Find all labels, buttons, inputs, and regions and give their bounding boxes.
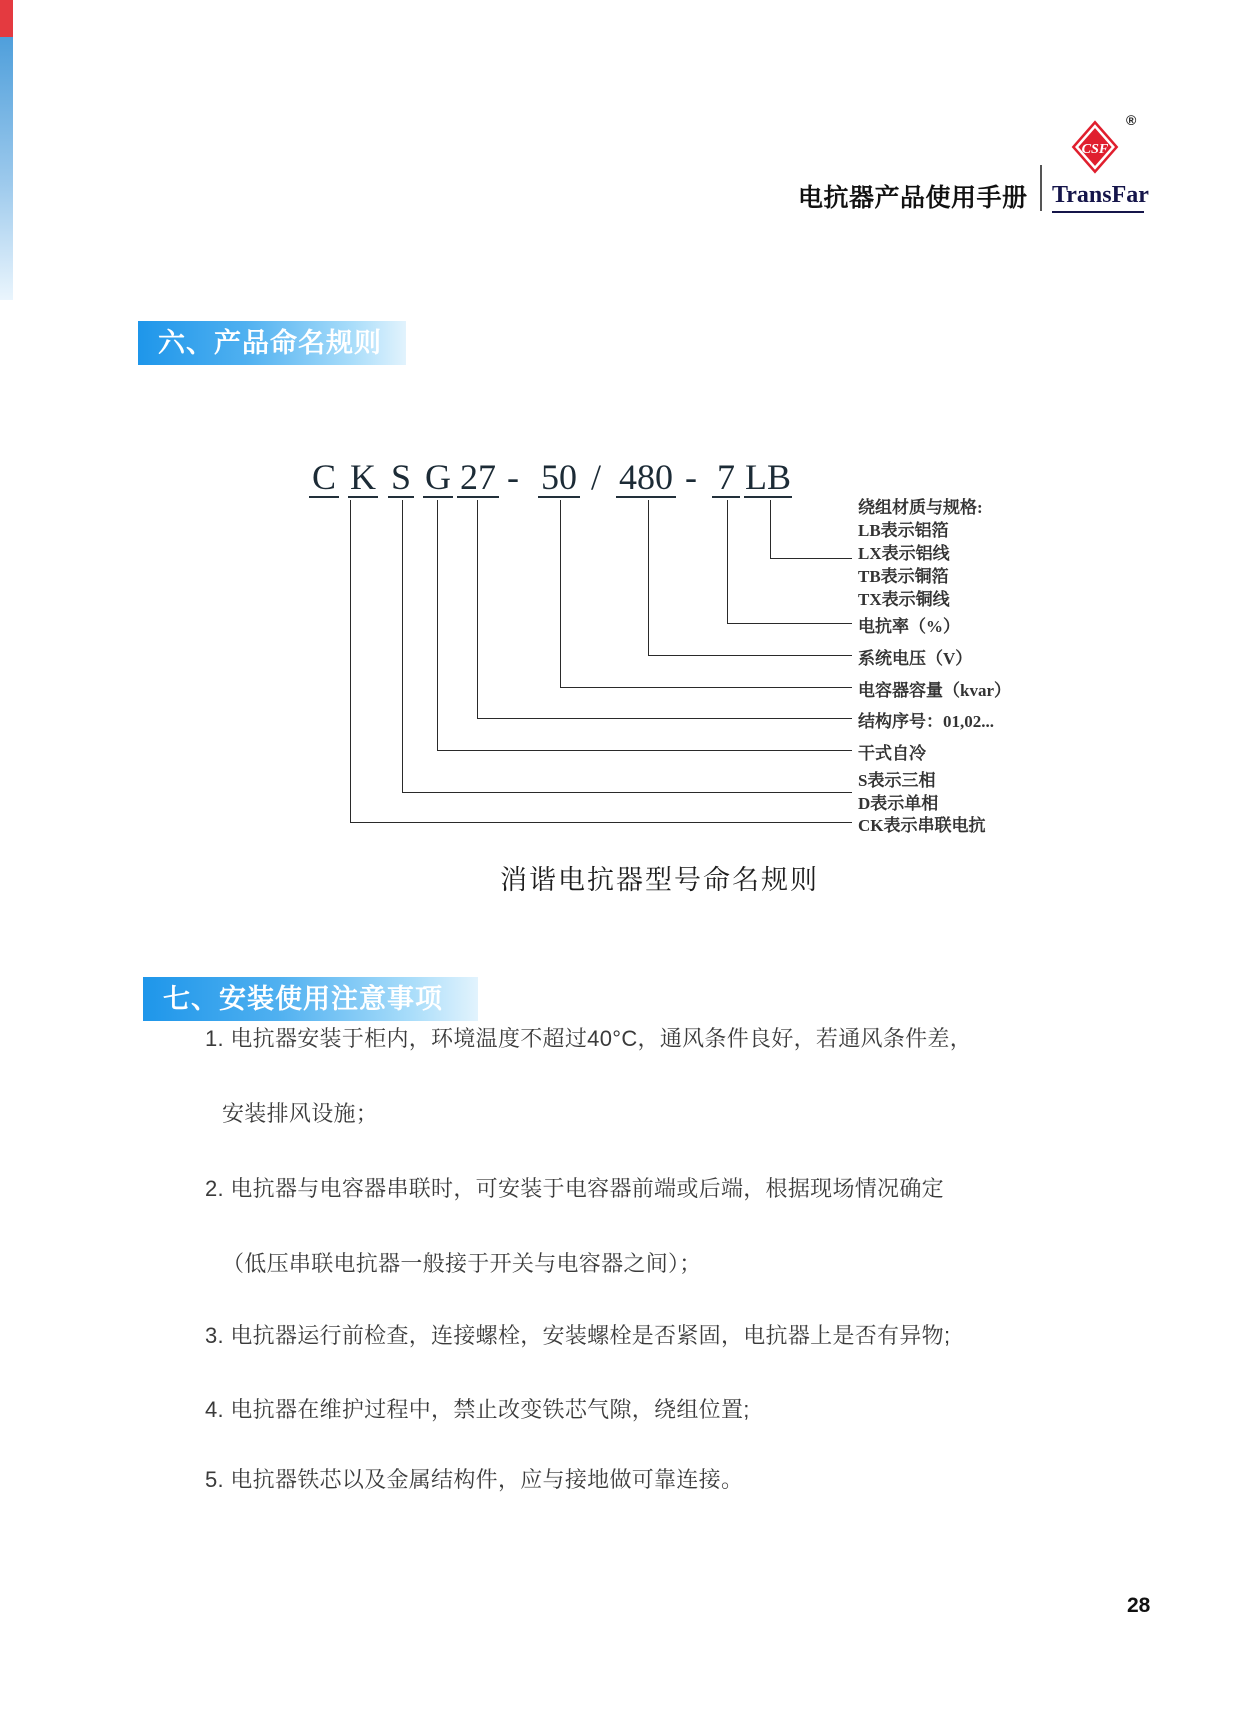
annotation-capacitor-capacity: 电容器容量（kvar） bbox=[858, 681, 1011, 700]
diagram-caption: 消谐电抗器型号命名规则 bbox=[500, 865, 819, 895]
brand-wordmark: TransFar bbox=[1052, 182, 1144, 213]
note-line-2b: （低压串联电抗器一般接于开关与电容器之间）； bbox=[222, 1251, 702, 1276]
connector-vline-ck bbox=[350, 500, 351, 822]
model-token-7: 7 bbox=[712, 458, 740, 498]
annotation-winding-header: 绕组材质与规格: bbox=[858, 498, 983, 517]
annotation-winding-tb: TB表示铜箔 bbox=[858, 567, 949, 586]
note-line-1: 1. 电抗器安装于柜内，环境温度不超过40°C，通风条件良好，若通风条件差， bbox=[205, 1026, 973, 1051]
note-line-5: 5. 电抗器铁芯以及金属结构件，应与接地做可靠连接。 bbox=[205, 1467, 744, 1492]
connector-vline-lb bbox=[770, 500, 771, 558]
connector-hline-g bbox=[437, 750, 852, 751]
note-line-4: 4. 电抗器在维护过程中，禁止改变铁芯气隙，绕组位置; bbox=[205, 1397, 750, 1422]
model-token-27: 27 bbox=[457, 458, 499, 498]
section-6-heading-text: 六、产品命名规则 bbox=[158, 328, 382, 358]
note-line-1b: 安装排风设施； bbox=[222, 1101, 379, 1126]
page-edge-red-block bbox=[0, 0, 13, 37]
model-token-C: C bbox=[309, 458, 339, 498]
connector-vline-50 bbox=[560, 500, 561, 687]
page-number: 28 bbox=[1127, 1594, 1151, 1617]
model-token-480: 480 bbox=[616, 458, 676, 498]
connector-hline-lb bbox=[770, 558, 852, 559]
model-token-K: K bbox=[350, 457, 376, 497]
annotation-reactance-rate: 电抗率（%） bbox=[858, 617, 960, 636]
connector-vline-27 bbox=[477, 500, 478, 718]
annotation-series-reactor: CK表示串联电抗 bbox=[858, 816, 986, 835]
connector-hline-ck bbox=[350, 822, 852, 823]
annotation-winding-lx: LX表示铝线 bbox=[858, 544, 950, 563]
connector-hline-7 bbox=[727, 623, 852, 624]
model-separator-slash: / bbox=[590, 457, 601, 497]
connector-vline-7 bbox=[727, 500, 728, 623]
registered-trademark-symbol: ® bbox=[1126, 112, 1137, 128]
annotation-three-phase: S表示三相 bbox=[858, 771, 936, 790]
model-separator-dash: - bbox=[507, 457, 519, 497]
model-separator-dash2: - bbox=[685, 457, 697, 497]
connector-hline-480 bbox=[648, 655, 852, 656]
annotation-single-phase: D表示单相 bbox=[858, 794, 939, 813]
page-header-title: 电抗器产品使用手册 bbox=[798, 184, 1028, 212]
connector-vline-s bbox=[402, 500, 403, 792]
connector-hline-27 bbox=[477, 718, 852, 719]
section-7-heading-bar bbox=[143, 977, 478, 1021]
model-token-50: 50 bbox=[538, 458, 580, 498]
note-line-2: 2. 电抗器与电容器串联时，可安装于电容器前端或后端，根据现场情况确定 bbox=[205, 1176, 944, 1201]
note-line-3: 3. 电抗器运行前检查，连接螺栓，安装螺栓是否紧固，电抗器上是否有异物; bbox=[205, 1323, 951, 1348]
header-divider-line bbox=[1040, 165, 1042, 211]
connector-hline-50 bbox=[560, 687, 852, 688]
logo-mark-text: CSF bbox=[1081, 140, 1109, 157]
annotation-winding-lb: LB表示铝箔 bbox=[858, 521, 949, 540]
page-edge-blue-strip bbox=[0, 37, 13, 300]
annotation-structure-serial: 结构序号：01,02... bbox=[858, 712, 994, 731]
annotation-dry-self-cooling: 干式自冷 bbox=[858, 744, 926, 763]
connector-vline-480 bbox=[648, 500, 649, 655]
connector-hline-s bbox=[402, 792, 852, 793]
csf-diamond-logo-icon bbox=[1070, 118, 1120, 176]
model-token-S: S bbox=[388, 458, 414, 498]
connector-vline-g bbox=[437, 500, 438, 750]
section-6-heading-bar bbox=[138, 321, 406, 365]
annotation-winding-tx: TX表示铜线 bbox=[858, 590, 950, 609]
model-token-G: G bbox=[425, 457, 451, 497]
annotation-winding-material bbox=[858, 496, 983, 611]
section-7-heading-text: 七、安装使用注意事项 bbox=[163, 984, 443, 1014]
model-token-LB: LB bbox=[744, 457, 791, 497]
annotation-system-voltage: 系统电压（V） bbox=[858, 649, 973, 668]
